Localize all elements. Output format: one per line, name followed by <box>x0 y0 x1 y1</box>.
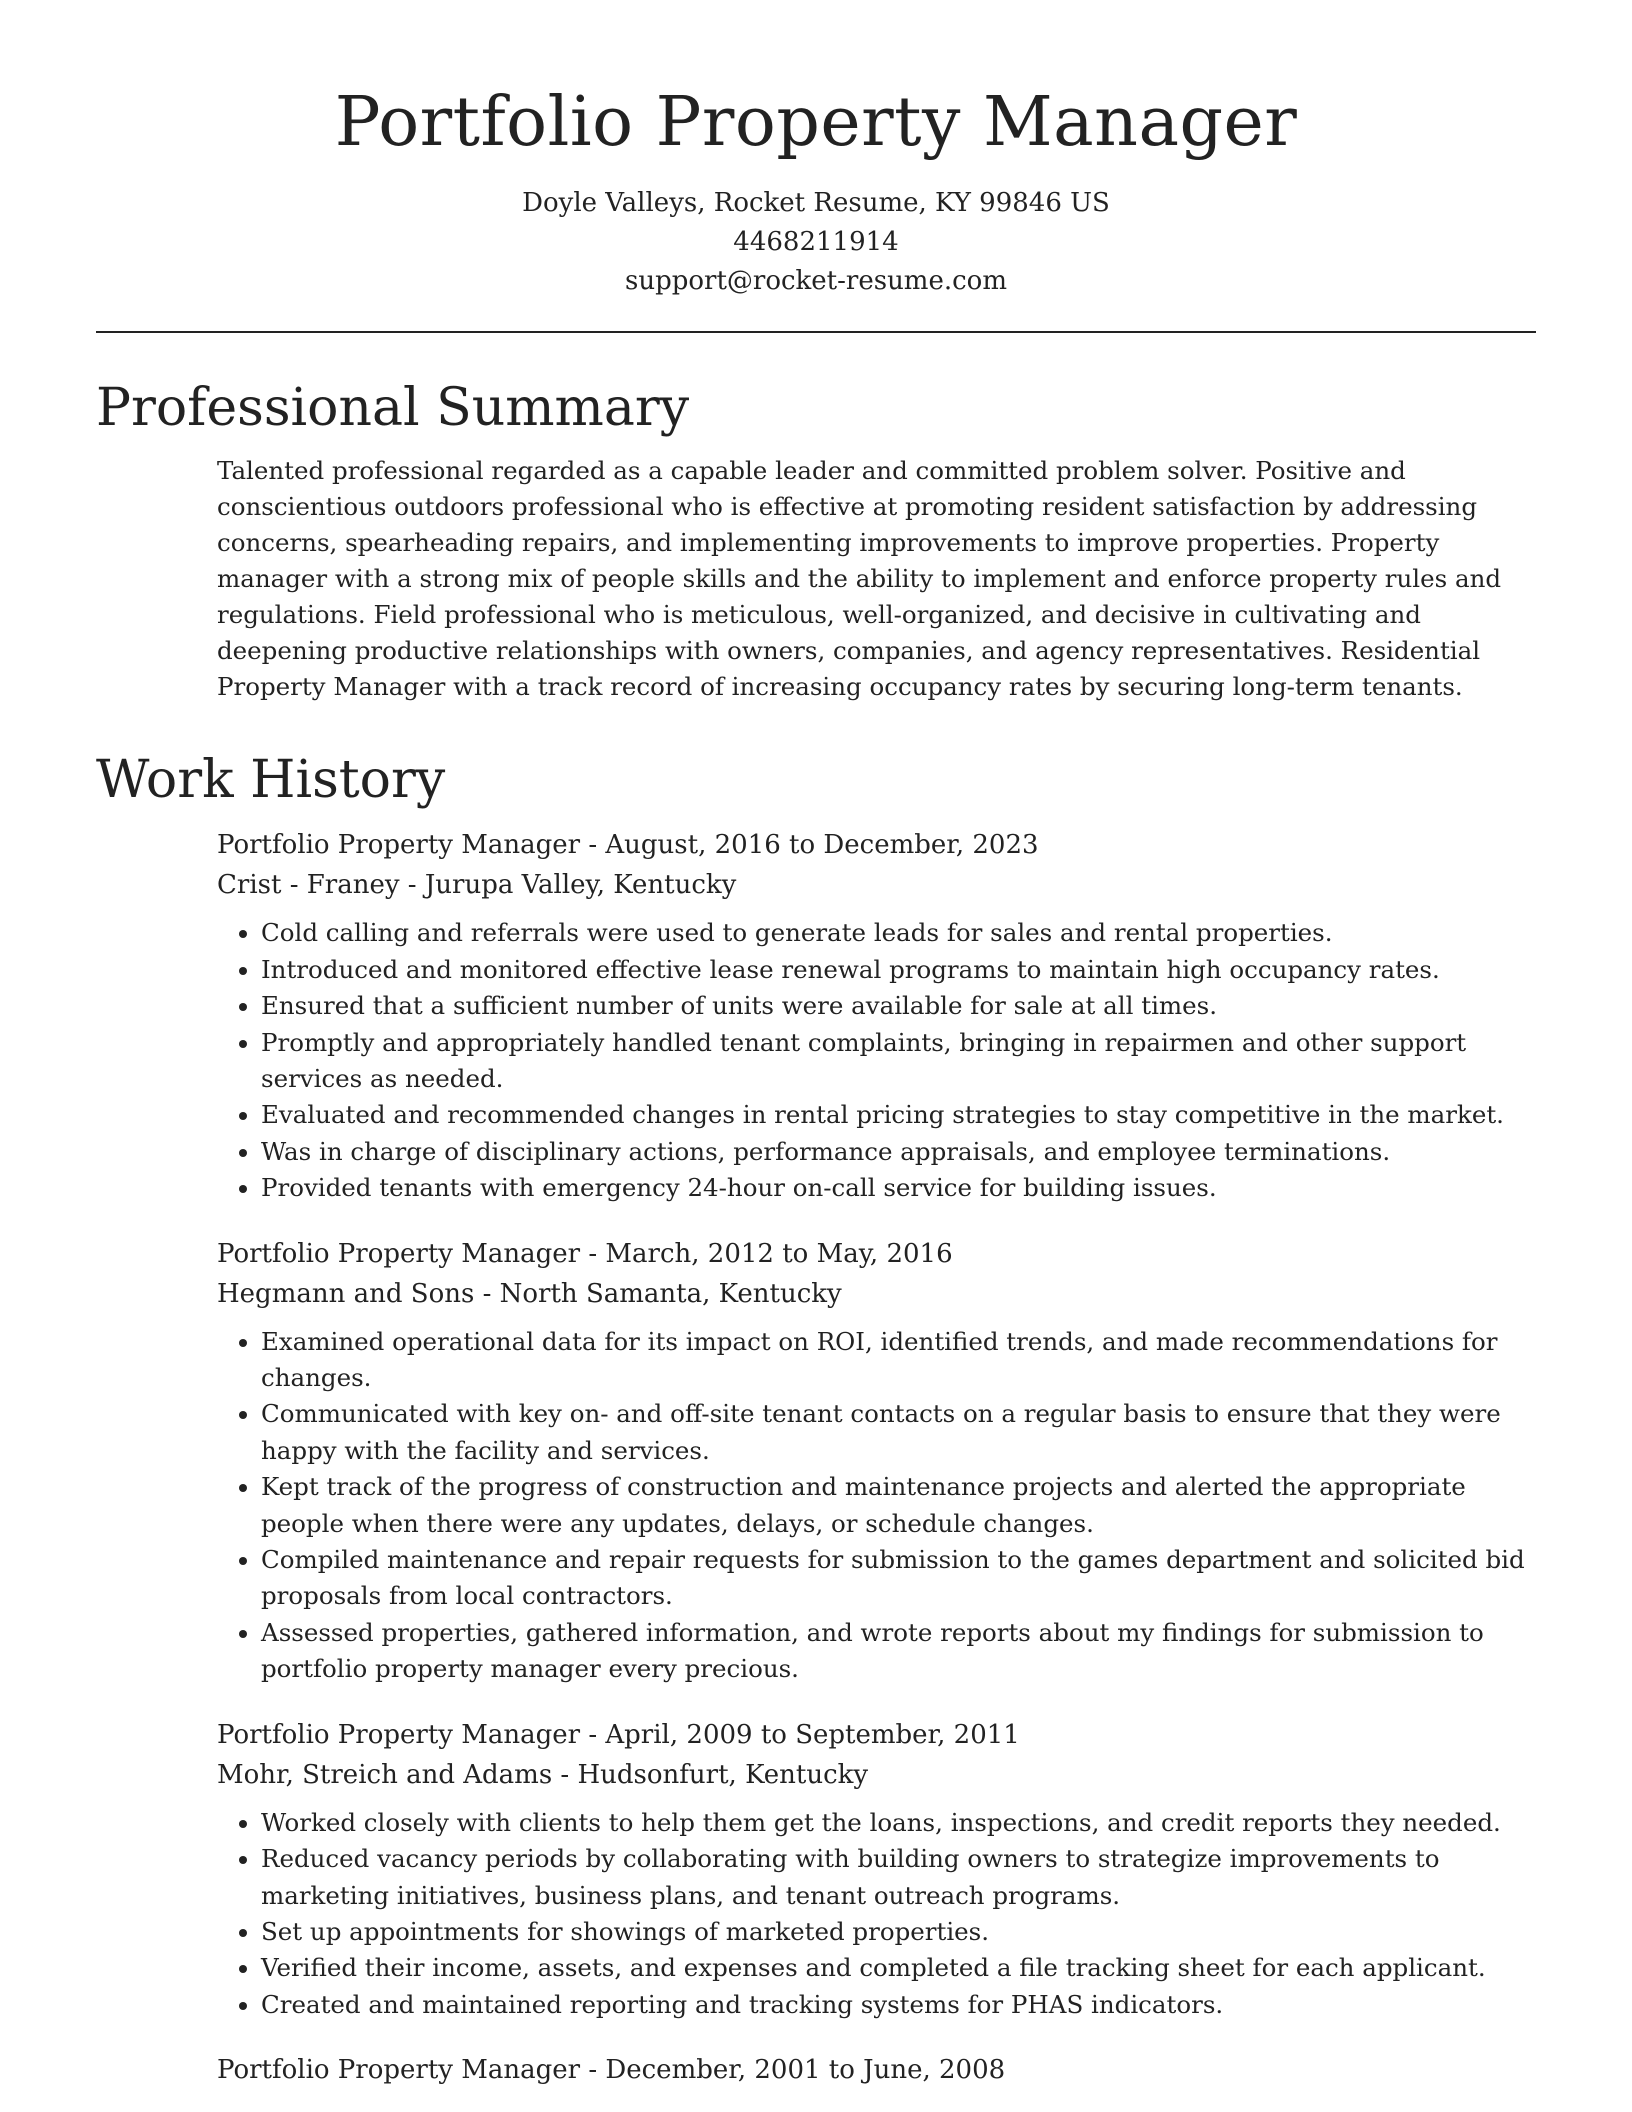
job-location: North Samanta, Kentucky <box>499 1278 842 1309</box>
job-bullet: • Reduced vacancy periods by collaborating with building owners to strategize improvements to marketing initiatives, business plans, and tenant outreach programs. <box>261 1841 1536 1914</box>
job-separator: - <box>580 830 606 861</box>
job-bullet: • Assessed properties, gathered information, and wrote reports about my findings for submission to portfolio property manager every precious. <box>261 1615 1536 1688</box>
job-separator: - <box>474 1278 500 1309</box>
job-entry <box>217 1715 1536 2023</box>
header-divider <box>96 331 1536 333</box>
job-bullet: • Set up appointments for showings of marketed properties. <box>261 1914 1536 1950</box>
job-company-line <box>217 1755 1536 1795</box>
job-separator: - <box>399 870 425 901</box>
job-title-line <box>217 2050 1536 2090</box>
job-company-line <box>217 865 1536 905</box>
job-bullet: • Compiled maintenance and repair requests for submission to the games department and solicited bid proposals from local contractors. <box>261 1542 1536 1615</box>
summary-body <box>96 453 1536 705</box>
job-title: Portfolio Property Manager <box>217 1238 581 1269</box>
job-bullet: • Worked closely with clients to help them get the loans, inspections, and credit reports they needed. <box>261 1805 1536 1841</box>
job-bullet: • Was in charge of disciplinary actions, performance appraisals, and employee terminations. <box>261 1134 1536 1170</box>
contact-address: Doyle Valleys, Rocket Resume, KY 99846 US <box>522 187 1110 218</box>
job-dates: April, 2009 to September, 2011 <box>605 1719 1020 1750</box>
job-company: Crist - Franey <box>217 870 400 901</box>
section-title-summary: Professional Summary <box>96 377 690 438</box>
job-separator: - <box>580 1238 606 1269</box>
job-entry <box>217 2050 1536 2090</box>
job-company: Hegmann and Sons <box>217 1278 475 1309</box>
job-dates: August, 2016 to December, 2023 <box>605 830 1039 861</box>
job-separator: - <box>552 1759 578 1790</box>
job-bullet: • Communicated with key on- and off-site tenant contacts on a regular basis to ensure that they were happy with the facility and services. <box>261 1396 1536 1469</box>
job-bullet-list <box>217 1324 1536 1688</box>
job-bullet: • Kept track of the progress of construction and maintenance projects and alerted the appropriate people when there were any updates, delays, or schedule changes. <box>261 1469 1536 1542</box>
job-separator: - <box>580 2055 606 2086</box>
work-history-list <box>96 825 1536 2090</box>
job-company: Mohr, Streich and Adams <box>217 1759 553 1790</box>
job-bullet: • Verified their income, assets, and expenses and completed a file tracking sheet for each applicant. <box>261 1950 1536 1986</box>
job-bullet: • Evaluated and recommended changes in rental pricing strategies to stay competitive in the market. <box>261 1097 1536 1133</box>
job-dates: December, 2001 to June, 2008 <box>605 2055 1006 2086</box>
job-bullet: • Cold calling and referrals were used to generate leads for sales and rental properties. <box>261 915 1536 951</box>
job-entry <box>217 1234 1536 1688</box>
job-bullet: • Examined operational data for its impact on ROI, identified trends, and made recommendations for changes. <box>261 1324 1536 1397</box>
job-dates: March, 2012 to May, 2016 <box>605 1238 953 1269</box>
resume-header <box>96 0 1536 301</box>
job-title-line <box>217 1715 1536 1755</box>
job-location: Hudsonfurt, Kentucky <box>577 1759 869 1790</box>
job-bullet-list <box>217 1805 1536 2023</box>
job-title: Portfolio Property Manager <box>217 2055 581 2086</box>
job-bullet: • Introduced and monitored effective lease renewal programs to maintain high occupancy rates. <box>261 952 1536 988</box>
resume-name: Portfolio Property Manager <box>334 83 1298 162</box>
job-bullet: • Ensured that a sufficient number of units were available for sale at all times. <box>261 988 1536 1024</box>
job-bullet: • Provided tenants with emergency 24-hour on-call service for building issues. <box>261 1170 1536 1206</box>
section-title-work-history: Work History <box>96 749 446 810</box>
job-title-line <box>217 1234 1536 1274</box>
contact-phone: 4468211914 <box>733 226 899 257</box>
job-bullet: • Created and maintained reporting and tracking systems for PHAS indicators. <box>261 1987 1536 2023</box>
job-location: Jurupa Valley, Kentucky <box>424 870 737 901</box>
contact-email: support@rocket-resume.com <box>624 265 1007 296</box>
job-title: Portfolio Property Manager <box>217 830 581 861</box>
job-bullet-list <box>217 915 1536 1206</box>
job-bullet: • Promptly and appropriately handled tenant complaints, bringing in repairmen and other support services as needed. <box>261 1025 1536 1098</box>
job-company-line <box>217 1274 1536 1314</box>
job-separator: - <box>580 1719 606 1750</box>
job-title: Portfolio Property Manager <box>217 1719 581 1750</box>
summary-text: Talented professional regarded as a capable leader and committed problem solver. Positive and conscientious outdoors professional who is effective at promoting resident satisfaction by addressing concerns, spearheading repairs, and implementing improvements to improve properties. Property manager with a strong mix of people skills and the ability to implement and enforce property rules and regulations. Field professional who is meticulous, well-organized, and decisive in cultivating and deepening productive relationships with owners, companies, and agency representatives. Residential Property Manager with a track record of increasing occupancy rates by securing long-term tenants. <box>217 455 1502 701</box>
job-entry <box>217 825 1536 1206</box>
job-title-line <box>217 825 1536 865</box>
